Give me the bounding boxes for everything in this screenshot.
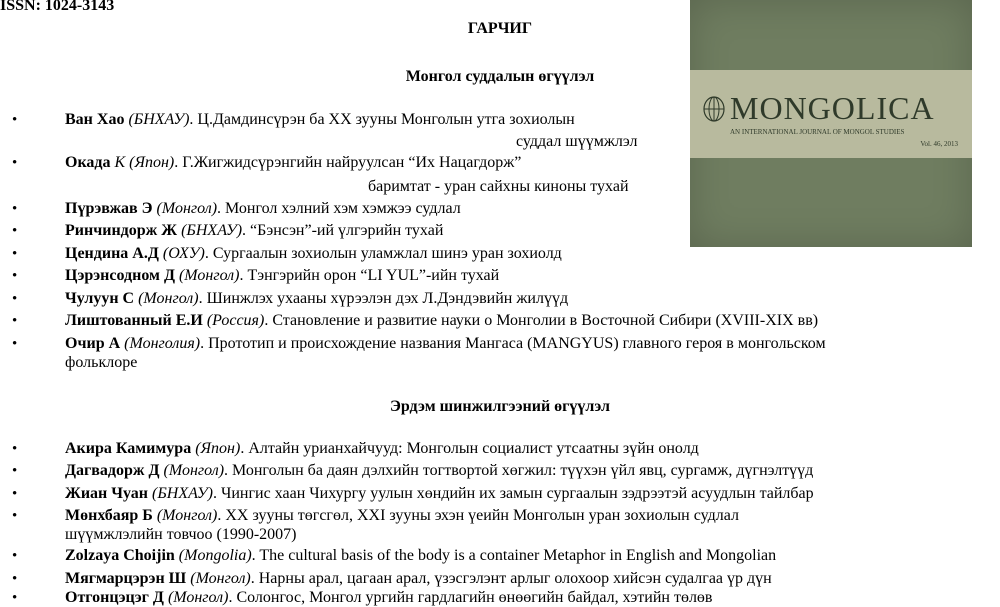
list-item: Акира Камимура (Япон). Алтайн урианхайчууд: Монголын социалист утсаатны зүйн онолд bbox=[65, 440, 699, 457]
bullet-icon: • bbox=[12, 246, 18, 262]
list-item-continuation: баримтат - уран сайхны киноны тухай bbox=[368, 178, 629, 195]
page-title: ГАРЧИГ bbox=[467, 20, 533, 37]
journal-cover bbox=[690, 0, 972, 247]
issn-number: ISSN: 1024-3143 bbox=[0, 0, 115, 14]
section-heading-research-articles: Эрдэм шинжилгээний өгүүлэл bbox=[389, 398, 611, 415]
list-item: Мягмарцэрэн Ш (Монгол). Нарны арал, цагаан арал, үзэсгэлэнт арлыг олохоор хийсэн судалгаа үр дүн bbox=[65, 570, 772, 587]
bullet-icon: • bbox=[12, 336, 18, 352]
list-item: Пүрэвжав Э (Монгол). Монгол хэлний хэм хэмжээ судлал bbox=[65, 200, 461, 217]
list-item: Ринчиндорж Ж (БНХАУ). “Бэнсэн”-ий үлгэрийн тухай bbox=[65, 222, 444, 239]
cover-title: MONGOLICA bbox=[730, 90, 935, 126]
bullet-icon: • bbox=[12, 223, 18, 239]
list-item: Отгонцэцэг Д (Монгол). Солонгос, Монгол ургийн гардлагийн өнөөгийн байдал, хэтийн төлөв bbox=[65, 589, 713, 606]
bullet-icon: • bbox=[12, 112, 18, 128]
list-item: Дагвадорж Д (Монгол). Монголын ба даян дэлхийн тогтвортой хөгжил: түүхэн үйл явц, сургамж, дүгнэлтүүд bbox=[65, 462, 814, 479]
bullet-icon: • bbox=[12, 313, 18, 329]
globe-emblem-icon bbox=[702, 95, 726, 123]
list-item: Цэрэнсодном Д (Монгол). Тэнгэрийн орон “LI YUL”-ийн тухай bbox=[65, 267, 500, 284]
bullet-icon: • bbox=[12, 201, 18, 217]
list-item: Ван Хао (БНХАУ). Ц.Дамдинсүрэн ба XX зууны Монголын утга зохиолын bbox=[65, 111, 575, 128]
bullet-icon: • bbox=[12, 548, 18, 564]
list-item-continuation: шүүмжлэлийн товчоо (1990-2007) bbox=[65, 526, 297, 543]
list-item: Zolzaya Choijin (Mongolia). The cultural basis of the body is a container Metaphor in English and Mongolian bbox=[65, 547, 777, 564]
bullet-icon: • bbox=[12, 268, 18, 284]
bullet-icon: • bbox=[12, 571, 18, 587]
bullet-icon: • bbox=[12, 463, 18, 479]
bullet-icon: • bbox=[12, 291, 18, 307]
bullet-icon: • bbox=[12, 508, 18, 524]
bullet-icon: • bbox=[12, 155, 18, 171]
list-item-continuation: суддал шүүмжлэл bbox=[516, 133, 638, 150]
list-item: Жиан Чуан (БНХАУ). Чингис хаан Чихургу уулын хөндийн их замын сургаалын зэдрээтэй асуудлын тайлбар bbox=[65, 485, 814, 502]
bullet-icon: • bbox=[12, 486, 18, 502]
list-item: Очир А (Монголия). Прототип и происхождение названия Мангаса (MANGYUS) главного героя в монгольском bbox=[65, 335, 826, 352]
list-item: Мөнхбаяр Б (Монгол). XX зууны төгсгөл, XXI зууны эхэн үеийн Монголын уран зохиолын судлал bbox=[65, 507, 739, 524]
list-item: Чулуун С (Монгол). Шинжлэх ухааны хүрээлэн дэх Л.Дэндэвийн жилүүд bbox=[65, 290, 569, 307]
cover-volume: Vol. 46, 2013 bbox=[920, 140, 958, 148]
bullet-icon: • bbox=[12, 590, 18, 606]
section-heading-mongol-studies: Монгол суддалын өгүүлэл bbox=[405, 68, 595, 85]
cover-subtitle: AN INTERNATIONAL JOURNAL OF MONGOL STUDIES bbox=[730, 128, 905, 136]
bullet-icon: • bbox=[12, 441, 18, 457]
list-item: Окада К (Япон). Г.Жигжидсүрэнгийн найруулсан “Их Нацагдорж” bbox=[65, 154, 522, 171]
list-item: Цендина А.Д (ОХУ). Сургаалын зохиолын уламжлал шинэ уран зохиолд bbox=[65, 245, 562, 262]
list-item: Лиштованный Е.И (Россия). Становление и развитие науки о Монголии в Восточной Сибири (XVIII-XIX вв) bbox=[65, 312, 819, 329]
list-item-continuation: фольклоре bbox=[65, 354, 138, 371]
